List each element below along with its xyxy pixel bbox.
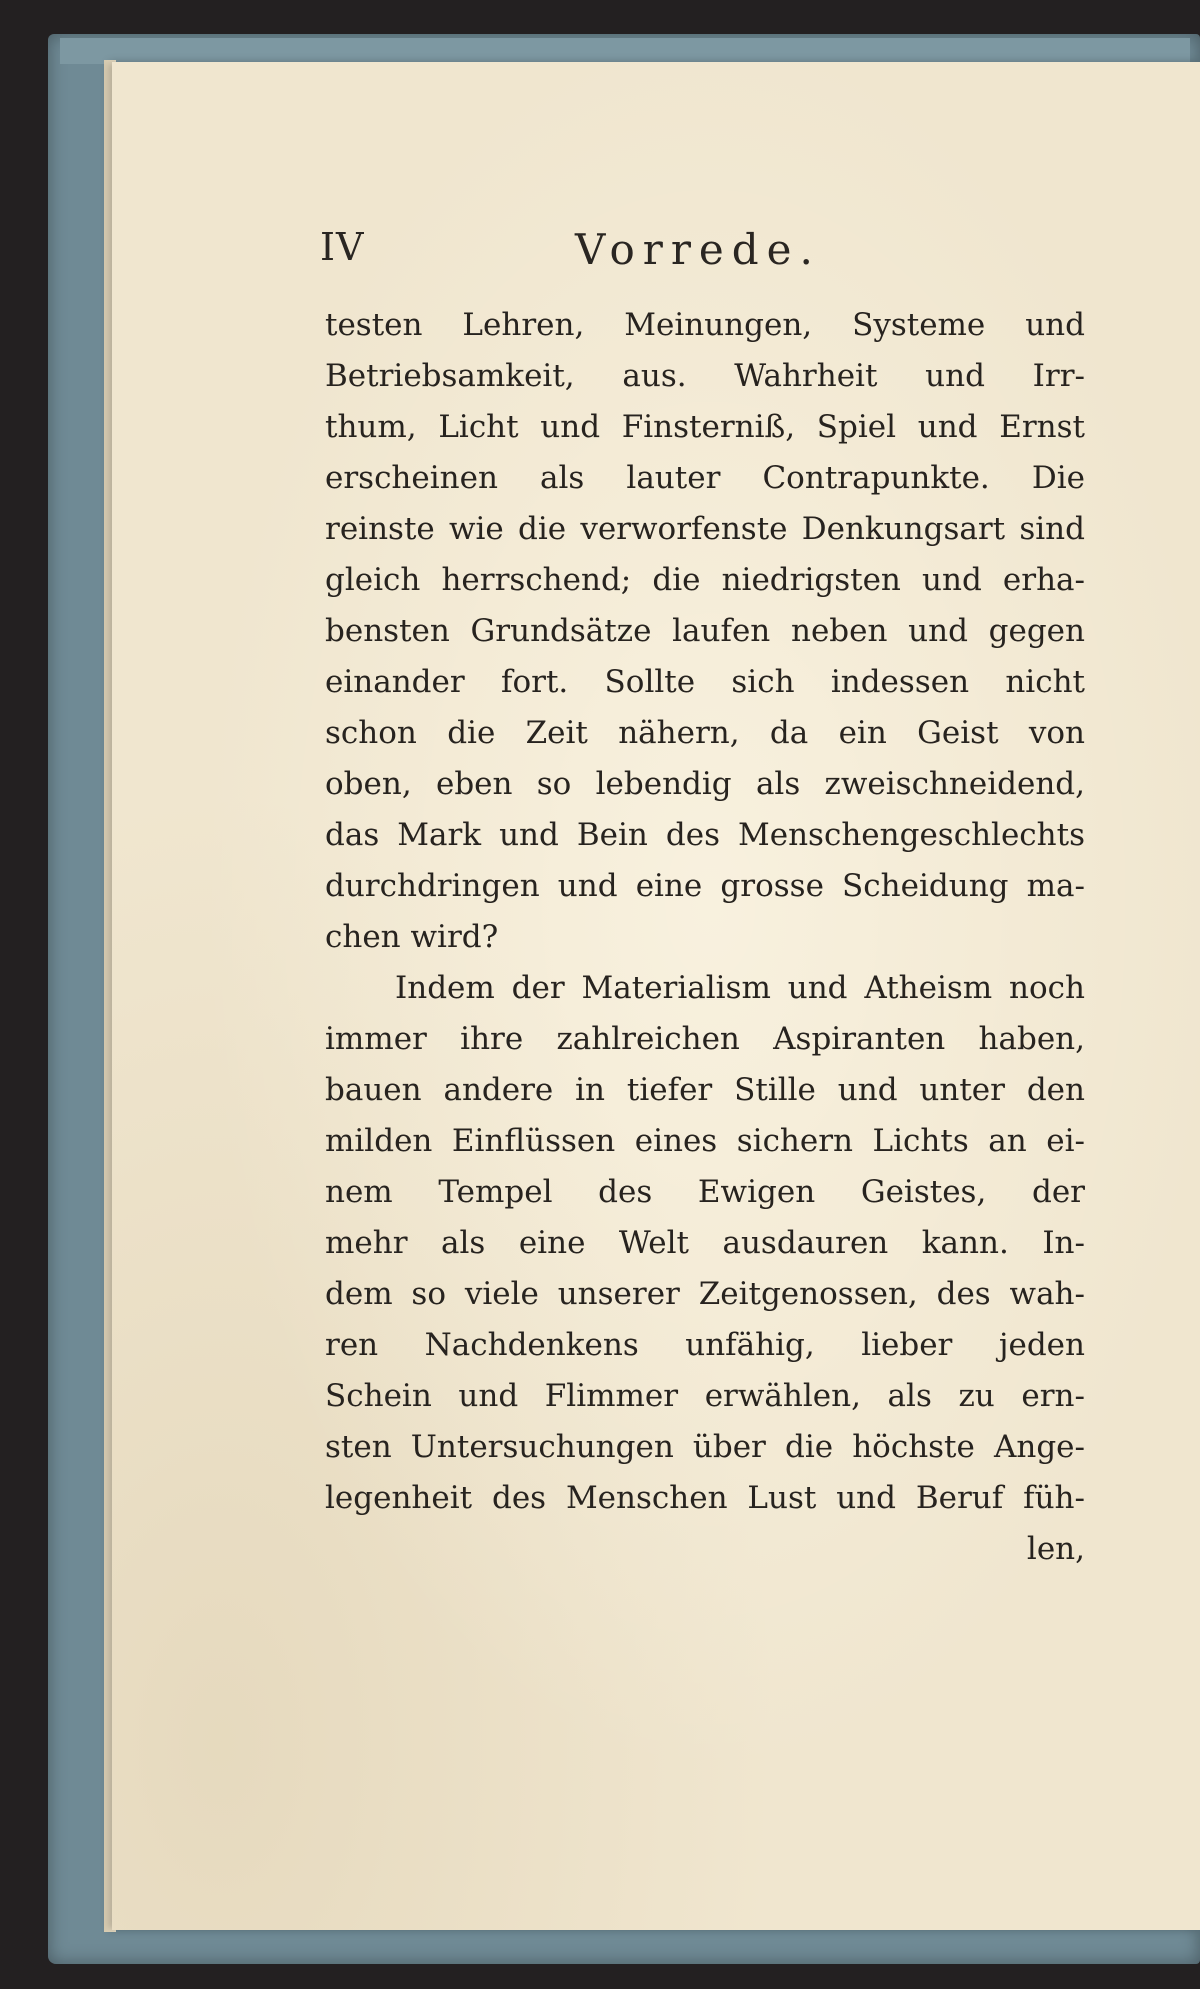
text-line: oben, eben so lebendig als zweischneidend, [325, 766, 1085, 802]
text-line: immer ihre zahlreichen Aspiranten haben, [325, 1021, 1085, 1057]
page-header [320, 225, 840, 285]
text-line: bensten Grundsätze laufen neben und gegen [325, 613, 1085, 649]
text-line: durchdringen und eine grosse Scheidung ma- [325, 868, 1085, 904]
text-line: sten Untersuchungen über die höchste Ange- [325, 1429, 1085, 1465]
text-line: mehr als eine Welt ausdauren kann. In- [325, 1225, 1085, 1261]
text-line: thum, Licht und Finsterniß, Spiel und Ernst [325, 409, 1085, 445]
cover-top-edge [60, 38, 1190, 64]
text-line: bauen andere in tiefer Stille und unter den [325, 1072, 1085, 1108]
text-line: schon die Zeit nähern, da ein Geist von [325, 715, 1085, 751]
text-line: Schein und Flimmer erwählen, als zu ern- [325, 1378, 1085, 1414]
text-line: legenheit des Menschen Lust und Beruf füh- [325, 1480, 1085, 1516]
page-number: IV [320, 225, 365, 269]
text-line: nem Tempel des Ewigen Geistes, der [325, 1174, 1085, 1210]
text-line: ren Nachdenkens unfähig, lieber jeden [325, 1327, 1085, 1363]
text-line: milden Einflüssen eines sichern Lichts an ei- [325, 1123, 1085, 1159]
catchword: len, [1026, 1531, 1085, 1567]
text-line: gleich herrschend; die niedrigsten und erha- [325, 562, 1085, 598]
text-line: Betriebsamkeit, aus. Wahrheit und Irr- [325, 358, 1085, 394]
running-head: Vorrede. [575, 225, 821, 274]
text-line: chen wird? [325, 919, 499, 955]
text-line: reinste wie die verworfenste Denkungsart sind [325, 511, 1085, 547]
text-line: das Mark und Bein des Menschengeschlechts [325, 817, 1085, 853]
text-line: einander fort. Sollte sich indessen nicht [325, 664, 1085, 700]
text-line-paragraph-start: Indem der Materialism und Atheism noch [395, 970, 1085, 1006]
body-text [325, 300, 1085, 1575]
text-line: erscheinen als lauter Contrapunkte. Die [325, 460, 1085, 496]
text-line: testen Lehren, Meinungen, Systeme und [325, 307, 1085, 343]
text-line: dem so viele unserer Zeitgenossen, des wah- [325, 1276, 1085, 1312]
